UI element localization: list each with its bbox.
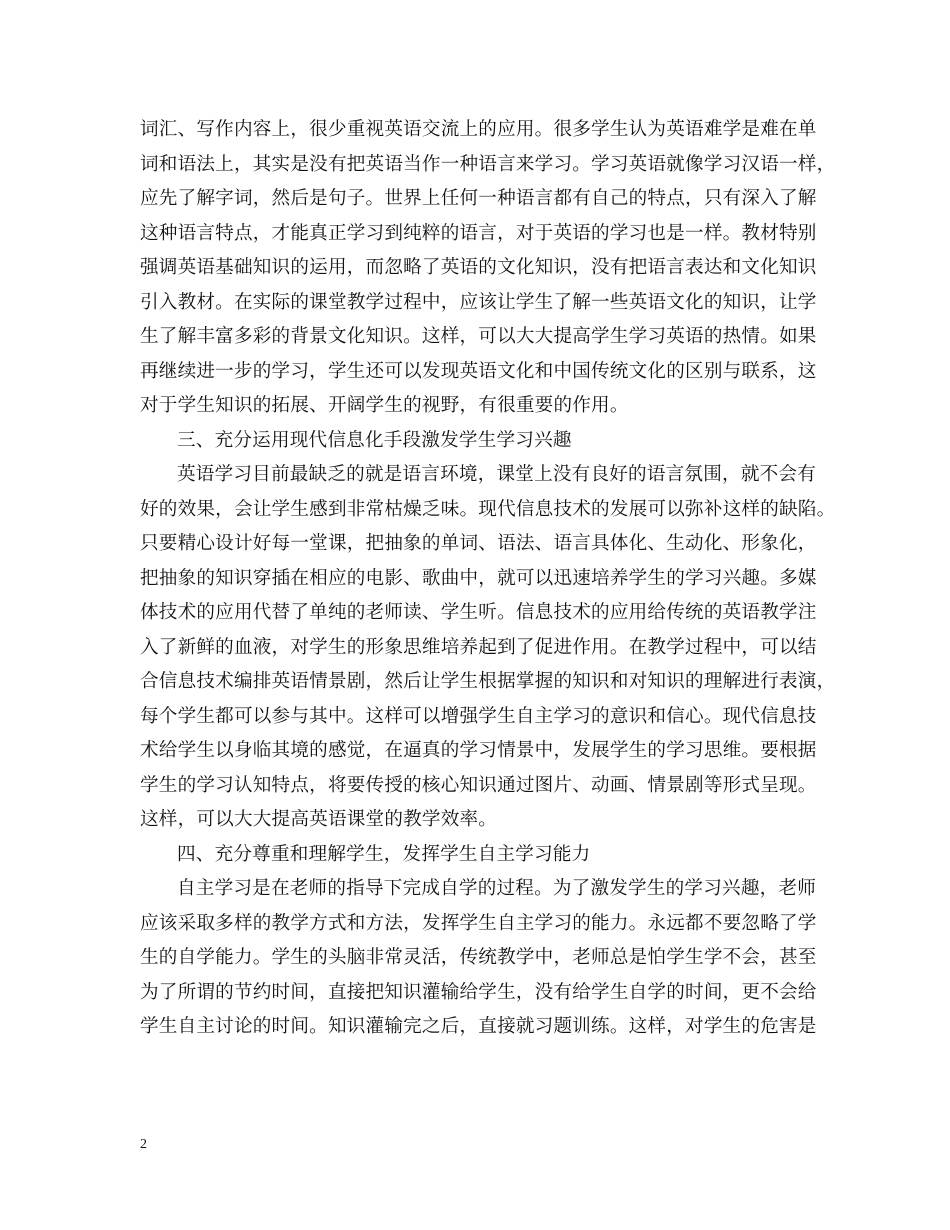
text-line: 体技术的应用代替了单纯的老师读、学生听。信息技术的应用给传统的英语教学注 — [140, 602, 817, 623]
section-heading: 三、充分运用现代信息化手段激发学生学习兴趣 — [177, 429, 572, 451]
text-line: 生了解丰富多彩的背景文化知识。这样，可以大大提高学生学习英语的热情。如果 — [140, 326, 817, 347]
text-line: 只要精心设计好每一堂课，把抽象的单词、语法、语言具体化、生动化、形象化， — [140, 533, 817, 554]
section-heading: 四、充分尊重和理解学生，发挥学生自主学习能力 — [177, 843, 591, 865]
text-line: 英语学习目前最缺乏的就是语言环境，课堂上没有良好的语言氛围，就不会有 — [177, 464, 816, 485]
text-line: 强调英语基础知识的运用，而忽略了英语的文化知识，没有把语言表达和文化知识 — [140, 257, 817, 278]
text-line: 学生的学习认知特点，将要传授的核心知识通过图片、动画、情景剧等形式呈现。 — [140, 774, 817, 796]
text-line: 合信息技术编排英语情景剧，然后让学生根据掌握的知识和对知识的理解进行表演， — [140, 671, 836, 692]
text-line: 生的自学能力。学生的头脑非常灵活，传统教学中，老师总是怕学生学不会，甚至 — [140, 947, 817, 968]
text-line: 再继续进一步的学习，学生还可以发现英语文化和中国传统文化的区别与联系，这 — [140, 360, 817, 382]
text-line: 引入教材。在实际的课堂教学过程中，应该让学生了解一些英语文化的知识，让学 — [140, 291, 817, 313]
text-line: 这样，可以大大提高英语课堂的教学效率。 — [140, 809, 498, 830]
text-line: 学生自主讨论的时间。知识灌输完之后，直接就习题训练。这样，对学生的危害是 — [140, 1016, 817, 1037]
text-line: 入了新鲜的血液，对学生的形象思维培养起到了促进作用。在教学过程中，可以结 — [140, 636, 817, 658]
text-line: 词和语法上，其实是没有把英语当作一种语言来学习。学习英语就像学习汉语一样， — [140, 153, 836, 175]
text-line: 好的效果，会让学生感到非常枯燥乏味。现代信息技术的发展可以弥补这样的缺陷。 — [140, 498, 836, 520]
text-line: 自主学习是在老师的指导下完成自学的过程。为了激发学生的学习兴趣，老师 — [177, 878, 816, 899]
text-line: 术给学生以身临其境的感觉，在逼真的学习情景中，发展学生的学习思维。要根据 — [140, 740, 817, 761]
text-line: 对于学生知识的拓展、开阔学生的视野，有很重要的作用。 — [140, 395, 629, 416]
text-line: 把抽象的知识穿插在相应的电影、歌曲中，就可以迅速培养学生的学习兴趣。多媒 — [140, 567, 817, 589]
text-line: 这种语言特点，才能真正学习到纯粹的语言，对于英语的学习也是一样。教材特别 — [140, 222, 817, 244]
text-line: 应先了解字词，然后是句子。世界上任何一种语言都有自己的特点，只有深入了解 — [140, 188, 817, 209]
text-line: 为了所谓的节约时间，直接把知识灌输给学生，没有给学生自学的时间，更不会给 — [140, 981, 817, 1003]
document-body — [140, 113, 836, 1045]
text-line: 应该采取多样的教学方式和方法，发挥学生自主学习的能力。永远都不要忽略了学 — [140, 912, 817, 934]
text-line: 每个学生都可以参与其中。这样可以增强学生自主学习的意识和信心。现代信息技 — [140, 705, 817, 727]
page-number: 2 — [140, 1137, 147, 1152]
text-line: 词汇、写作内容上，很少重视英语交流上的应用。很多学生认为英语难学是难在单 — [140, 119, 817, 140]
